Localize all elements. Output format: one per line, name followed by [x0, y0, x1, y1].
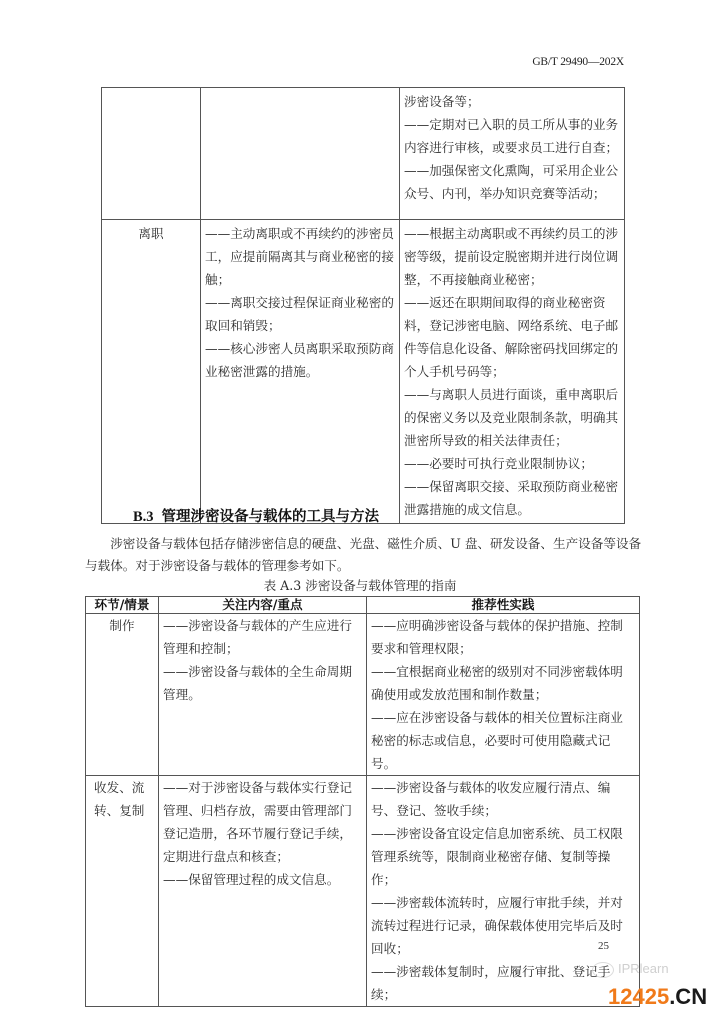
section-paragraph: 涉密设备与载体包括存储涉密信息的硬盘、光盘、磁性介质、U 盘、研发设备、生产设备等设备与载体。对于涉密设备与载体的管理参考如下。: [85, 536, 642, 573]
page-number: 25: [598, 940, 609, 952]
stage-cell: 收发、流转、复制: [86, 776, 159, 1007]
wechat-icon: [592, 962, 614, 978]
practice-item: ——定期对已入职的员工所从事的业务内容进行审核，或要求员工进行自查；: [404, 117, 619, 155]
table-row: [86, 614, 640, 776]
practice-item: ——返还在职期间取得的商业秘密资料，登记涉密电脑、网络系统、电子邮件等信息化设备、解除密码找回绑定的个人手机号码等；: [404, 295, 619, 379]
focus-item: ——保留管理过程的成文信息。: [163, 872, 340, 887]
practice-item: ——加强保密文化熏陶，可采用企业公众号、内刊，举办知识竞赛等活动；: [404, 163, 619, 201]
site-watermark: [608, 984, 707, 1010]
practice-cell: [400, 88, 625, 220]
table-row: [86, 776, 640, 1007]
focus-item: ——离职交接过程保证商业秘密的取回和销毁；: [205, 295, 394, 333]
practice-cell: [367, 614, 640, 776]
practice-item: ——应在涉密设备与载体的相关位置标注商业秘密的标志或信息，必要时可使用隐藏式记号。: [371, 710, 623, 771]
practice-item: ——宜根据商业秘密的级别对不同涉密载体明确使用或发放范围和制作数量；: [371, 664, 623, 702]
focus-cell: [201, 88, 400, 220]
practice-item: ——保留离职交接、采取预防商业秘密泄露措施的成文信息。: [404, 479, 619, 517]
watermark-domain: .CN: [669, 984, 708, 1009]
column-header: 关注内容/重点: [159, 597, 367, 614]
practice-item: ——必要时可执行竞业限制协议；: [404, 456, 593, 471]
standard-code: GB/T 29490—202X: [532, 56, 624, 68]
focus-cell: [201, 220, 400, 524]
stage-cell: [102, 88, 201, 220]
practice-item: ——涉密设备宜设定信息加密系统、员工权限管理系统等，限制商业秘密存储、复制等操作；: [371, 826, 623, 887]
practice-item: ——应明确涉密设备与载体的保护措施、控制要求和管理权限；: [371, 618, 623, 656]
continued-table: [101, 87, 625, 524]
focus-cell: [159, 614, 367, 776]
practice-item: ——根据主动离职或不再续约员工的涉密等级，提前设定脱密期并进行岗位调整，不再接触商业秘密；: [404, 226, 619, 287]
practice-item: ——与离职人员进行面谈，重申离职后的保密义务以及竞业限制条款，明确其泄密所导致的相关法律责任；: [404, 387, 619, 448]
practice-item: ——涉密载体复制时，应履行审批、登记手续；: [371, 964, 611, 1002]
practice-item: 涉密设备等；: [404, 94, 480, 109]
watermark-number: 12425: [608, 984, 670, 1009]
section-title: 管理涉密设备与载体的工具与方法: [161, 508, 380, 525]
focus-item: ——涉密设备与载体的产生应进行管理和控制；: [163, 618, 352, 656]
table-row: [102, 220, 625, 524]
stage-cell: 制作: [86, 614, 159, 776]
practice-item: ——涉密设备与载体的收发应履行清点、编号、登记、签收手续；: [371, 780, 611, 818]
focus-cell: [159, 776, 367, 1007]
table-caption: 表 A.3 涉密设备与载体管理的指南: [263, 578, 457, 593]
column-header: 环节/情景: [86, 597, 159, 614]
column-header: 推荐性实践: [367, 597, 640, 614]
table-row: [102, 88, 625, 220]
stage-cell: 离职: [102, 220, 201, 524]
practice-item: ——涉密载体流转时，应履行审批手续，并对流转过程进行记录，确保载体使用完毕后及时回收；: [371, 895, 623, 956]
focus-item: ——对于涉密设备与载体实行登记管理、归档存放，需要由管理部门登记造册，各环节履行登记手续，定期进行盘点和核查；: [163, 780, 352, 864]
guidance-table: [85, 596, 640, 1007]
section-number: B.3: [133, 509, 154, 525]
focus-item: ——主动离职或不再续约的涉密员工，应提前隔离其与商业秘密的接触；: [205, 226, 394, 287]
focus-item: ——涉密设备与载体的全生命周期管理。: [163, 664, 352, 702]
practice-cell: [400, 220, 625, 524]
section-heading: [133, 505, 379, 526]
watermark-faint-text: IPRlearn: [618, 961, 669, 976]
focus-item: ——核心涉密人员离职采取预防商业秘密泄露的措施。: [205, 341, 394, 379]
table-header-row: [86, 597, 640, 614]
